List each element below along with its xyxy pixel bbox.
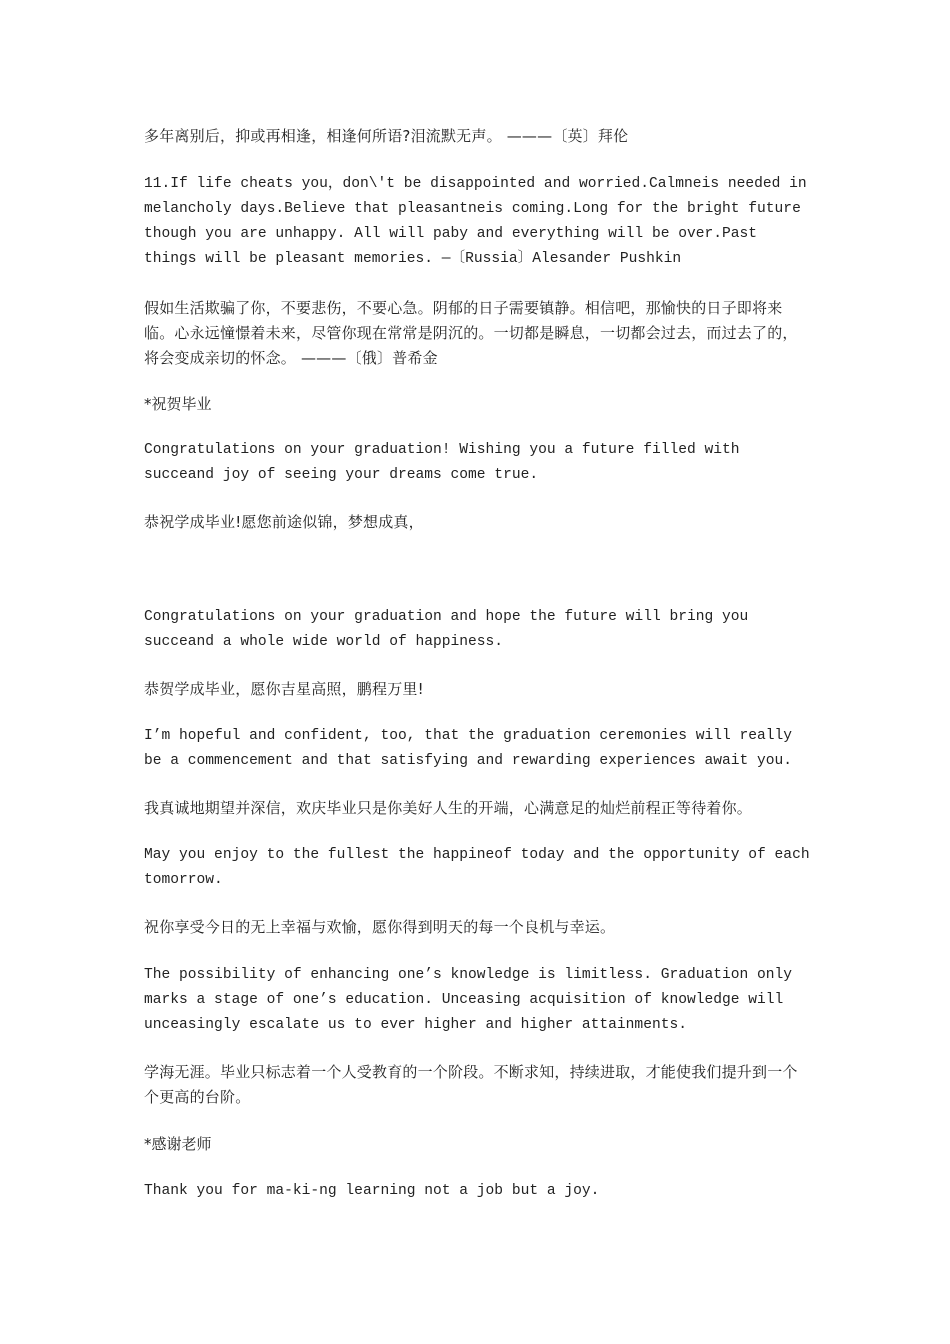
paragraph-graduation-4-en: May you enjoy to the fullest the happineof today and the opportunity of each tomorrow. [144, 847, 810, 888]
paragraph-graduation-3-en: I’m hopeful and confident, too, that the graduation ceremonies will really be a commencement and that satisfying and rewarding experiences await you. [144, 728, 793, 769]
paragraph-graduation-5-en: The possibility of enhancing one’s knowledge is limitless. Graduation only marks a stage of one’s education. Unceasing acquisition of knowledge will unceasingly escalate us to ever higher and higher attainments. [144, 967, 793, 1033]
paragraph-graduation-2-en: Congratulations on your graduation and hope the future will bring you succeand a whole wide world of happiness. [144, 609, 749, 650]
paragraph-graduation-4-zh: 祝你享受今日的无上幸福与欢愉，愿你得到明天的每一个良机与幸运。 [144, 918, 616, 936]
paragraph-graduation-1-en: Congratulations on your graduation! Wishing you a future filled with succeand joy of seeing your dreams come true. [144, 442, 740, 483]
paragraph-pushkin-quote-zh: 假如生活欺骗了你，不要悲伤，不要心急。阴郁的日子需要镇静。相信吧，那愉快的日子即将来临。心永远憧憬着未来，尽管你现在常常是阴沉的。一切都是瞬息，一切都会过去，而过去了的，将会变成亲切的怀念。 ———〔俄〕普希金 [144, 299, 798, 367]
section-heading-graduation: *祝贺毕业 [144, 395, 212, 413]
paragraph-byron-quote-zh: 多年离别后，抑或再相逢，相逢何所语?泪流默无声。 ———〔英〕拜伦 [144, 127, 629, 145]
paragraph-graduation-3-zh: 我真诚地期望并深信，欢庆毕业只是你美好人生的开端，心满意足的灿烂前程正等待着你。 [144, 799, 753, 817]
paragraph-graduation-2-zh: 恭贺学成毕业，愿你吉星高照，鹏程万里! [144, 680, 424, 698]
paragraph-pushkin-quote-en: 11.If life cheats you，don\'t be disappointed and worried.Calmneis needed in melancholy days.Believe that pleasantneis coming.Long for the bright future though you are unhappy. All will paby and everything will be over.Past things will be pleasant memories. —〔Russia〕Alesander Pushkin [144, 176, 807, 267]
paragraph-graduation-5-zh: 学海无涯。毕业只标志着一个人受教育的一个阶段。不断求知，持续进取，才能使我们提升到一个个更高的台阶。 [144, 1063, 798, 1106]
paragraph-graduation-1-zh: 恭祝学成毕业!愿您前途似锦，梦想成真， [144, 513, 424, 531]
paragraph-thank-teacher-en: Thank you for ma-ki-ng learning not a job but a joy. [144, 1183, 600, 1199]
section-heading-thank-teacher: *感谢老师 [144, 1135, 212, 1153]
